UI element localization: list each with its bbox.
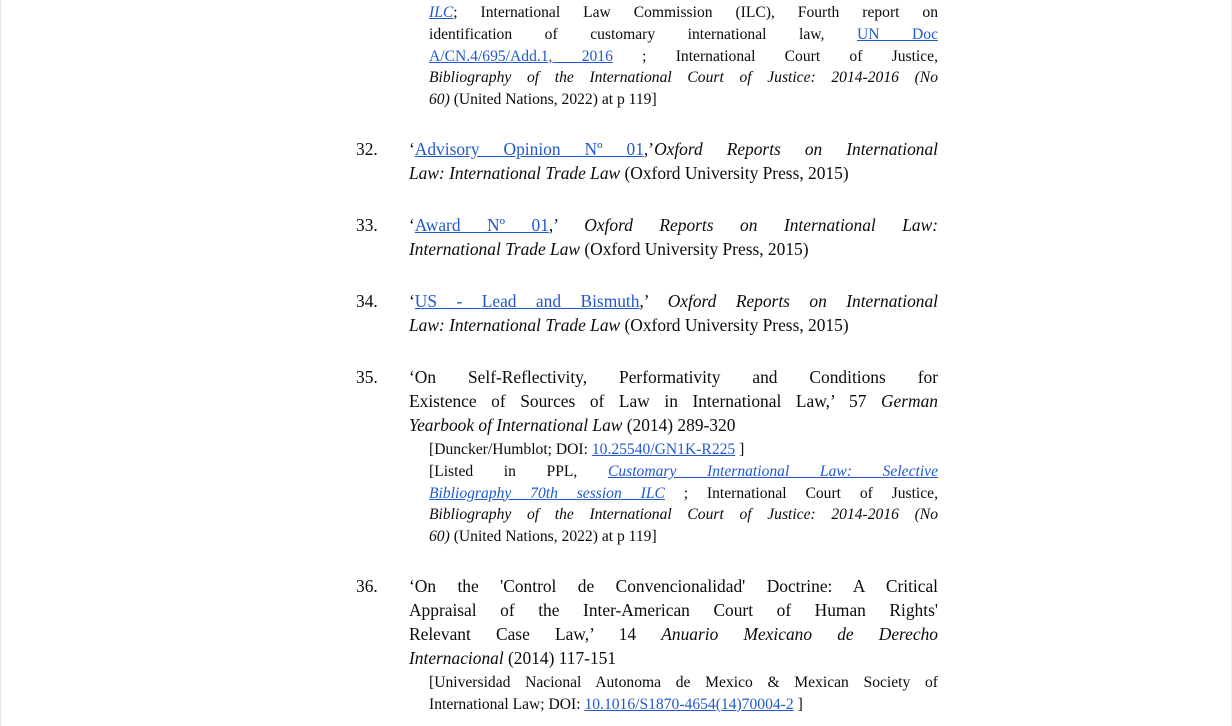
entry-notes <box>429 439 938 548</box>
text-line <box>429 461 938 483</box>
icj-bibliography-title: 60) <box>429 91 450 109</box>
bib-entry-36 <box>356 574 938 716</box>
text-line <box>409 646 938 670</box>
link-us-lead-and-bismuth[interactable]: US - Lead and Bismuth <box>414 290 640 311</box>
text-segment: identification of customary international law, <box>429 25 857 43</box>
text-line <box>409 413 938 437</box>
text-line <box>429 2 938 24</box>
text-line <box>429 24 938 46</box>
text-segment: International Law; DOI: <box>429 695 585 713</box>
article-title: ‘On Self-Reflectivity, Performativity and Conditions for <box>409 366 938 387</box>
text-line <box>409 389 938 413</box>
text-segment: ; International Law Commission (ILC), Fourth report on <box>453 4 938 21</box>
bib-entry-35 <box>356 365 938 548</box>
text-segment: (United Nations, 2022) at p 119] <box>449 91 657 109</box>
text-segment: ‘ <box>409 138 415 159</box>
entry-body <box>409 289 938 337</box>
text-segment: (2014) 117-151 <box>503 647 617 668</box>
text-segment: [Duncker/Humblot; DOI: <box>429 440 592 458</box>
article-title: Appraisal of the Inter-American Court of Human Rights' <box>409 599 938 620</box>
text-segment: ; International Court of Justice, <box>664 484 938 502</box>
text-segment: [Universidad Nacional Autonoma de Mexico & Mexican Society of <box>429 673 938 691</box>
journal-title: Oxford Reports on International <box>667 290 938 311</box>
bib-entry-32 <box>356 137 938 185</box>
text-line <box>429 483 938 505</box>
text-line <box>429 89 938 111</box>
link-un-doc-part2[interactable]: A/CN.4/695/Add.1, 2016 <box>429 47 613 65</box>
text-line <box>429 694 938 716</box>
entry-number: 36. <box>356 575 378 596</box>
text-line <box>429 504 938 526</box>
link-ppl-bibliography-part2[interactable]: Bibliography 70th session ILC <box>429 484 665 502</box>
bib-entry-33 <box>356 213 938 261</box>
text-line <box>409 161 938 185</box>
text-line <box>429 526 938 548</box>
bibliography-content <box>356 2 938 716</box>
text-segment: ; International Court of Justice, <box>612 47 938 65</box>
link-un-doc-part1[interactable]: UN Doc <box>856 25 938 43</box>
icj-bibliography-title: Bibliography of the International Court of Justice: 2014-2016 (No <box>429 69 938 87</box>
text-line <box>409 137 938 161</box>
entry-notes <box>429 672 938 716</box>
link-ilc[interactable]: ILC <box>429 4 454 21</box>
text-segment: (Oxford University Press, 2015) <box>580 238 809 259</box>
journal-title: Law: International Trade Law <box>409 162 621 183</box>
journal-title: International Trade Law <box>409 238 581 259</box>
entry-number: 33. <box>356 214 378 235</box>
text-segment: ,’ <box>639 290 668 311</box>
link-award[interactable]: Award Nº 01 <box>414 214 549 235</box>
link-doi-anuario[interactable]: 10.1016/S1870-4654(14)70004-2 <box>584 695 794 713</box>
text-segment: ] <box>735 440 745 458</box>
link-doi-gyil[interactable]: 10.25540/GN1K-R225 <box>591 440 736 458</box>
text-segment: (United Nations, 2022) at p 119] <box>449 528 657 546</box>
text-line <box>409 213 938 237</box>
text-line <box>409 289 938 313</box>
text-segment: ,’ <box>643 138 655 159</box>
text-segment: ] <box>793 695 803 713</box>
continuation-note <box>429 2 938 111</box>
text-segment: [Listed in PPL, <box>429 462 608 480</box>
text-line <box>409 313 938 337</box>
journal-title: Law: International Trade Law <box>409 314 621 335</box>
entry-body <box>409 137 938 185</box>
text-line <box>429 672 938 694</box>
text-line <box>409 622 938 646</box>
text-segment: (Oxford University Press, 2015) <box>620 162 849 183</box>
entry-number: 34. <box>356 290 378 311</box>
bib-entry-34 <box>356 289 938 337</box>
journal-title: German <box>881 390 938 411</box>
text-line <box>409 365 938 389</box>
text-segment: ‘ <box>409 290 415 311</box>
text-segment: ,’ <box>548 214 585 235</box>
text-line <box>409 574 938 598</box>
journal-title: Oxford Reports on International <box>654 138 938 159</box>
entry-body <box>409 365 938 548</box>
text-line <box>429 439 938 461</box>
text-line <box>429 67 938 89</box>
entry-number: 32. <box>356 138 378 159</box>
text-segment: (Oxford University Press, 2015) <box>620 314 849 335</box>
article-title: Existence of Sources of Law in International Law,’ 57 <box>409 390 881 411</box>
article-title: Relevant Case Law,’ 14 <box>409 623 662 644</box>
text-segment: ‘ <box>409 214 415 235</box>
text-line <box>429 46 938 68</box>
text-line <box>409 598 938 622</box>
entry-number: 35. <box>356 366 378 387</box>
article-title: ‘On the 'Control de Convencionalidad' Doctrine: A Critical <box>409 575 938 596</box>
link-advisory-opinion[interactable]: Advisory Opinion Nº 01 <box>414 138 644 159</box>
icj-bibliography-title: 60) <box>429 528 450 546</box>
journal-title: Internacional <box>409 647 504 668</box>
journal-title: Oxford Reports on International Law: <box>584 214 938 235</box>
journal-title: Yearbook of International Law <box>409 414 623 435</box>
link-ppl-bibliography-part1[interactable]: Customary International Law: Selective <box>607 462 938 480</box>
icj-bibliography-title: Bibliography of the International Court of Justice: 2014-2016 (No <box>429 506 938 524</box>
entry-body <box>409 574 938 716</box>
text-segment: (2014) 289-320 <box>622 414 736 435</box>
entry-body <box>409 213 938 261</box>
text-line <box>409 237 938 261</box>
journal-title: Anuario Mexicano de Derecho <box>661 623 938 644</box>
